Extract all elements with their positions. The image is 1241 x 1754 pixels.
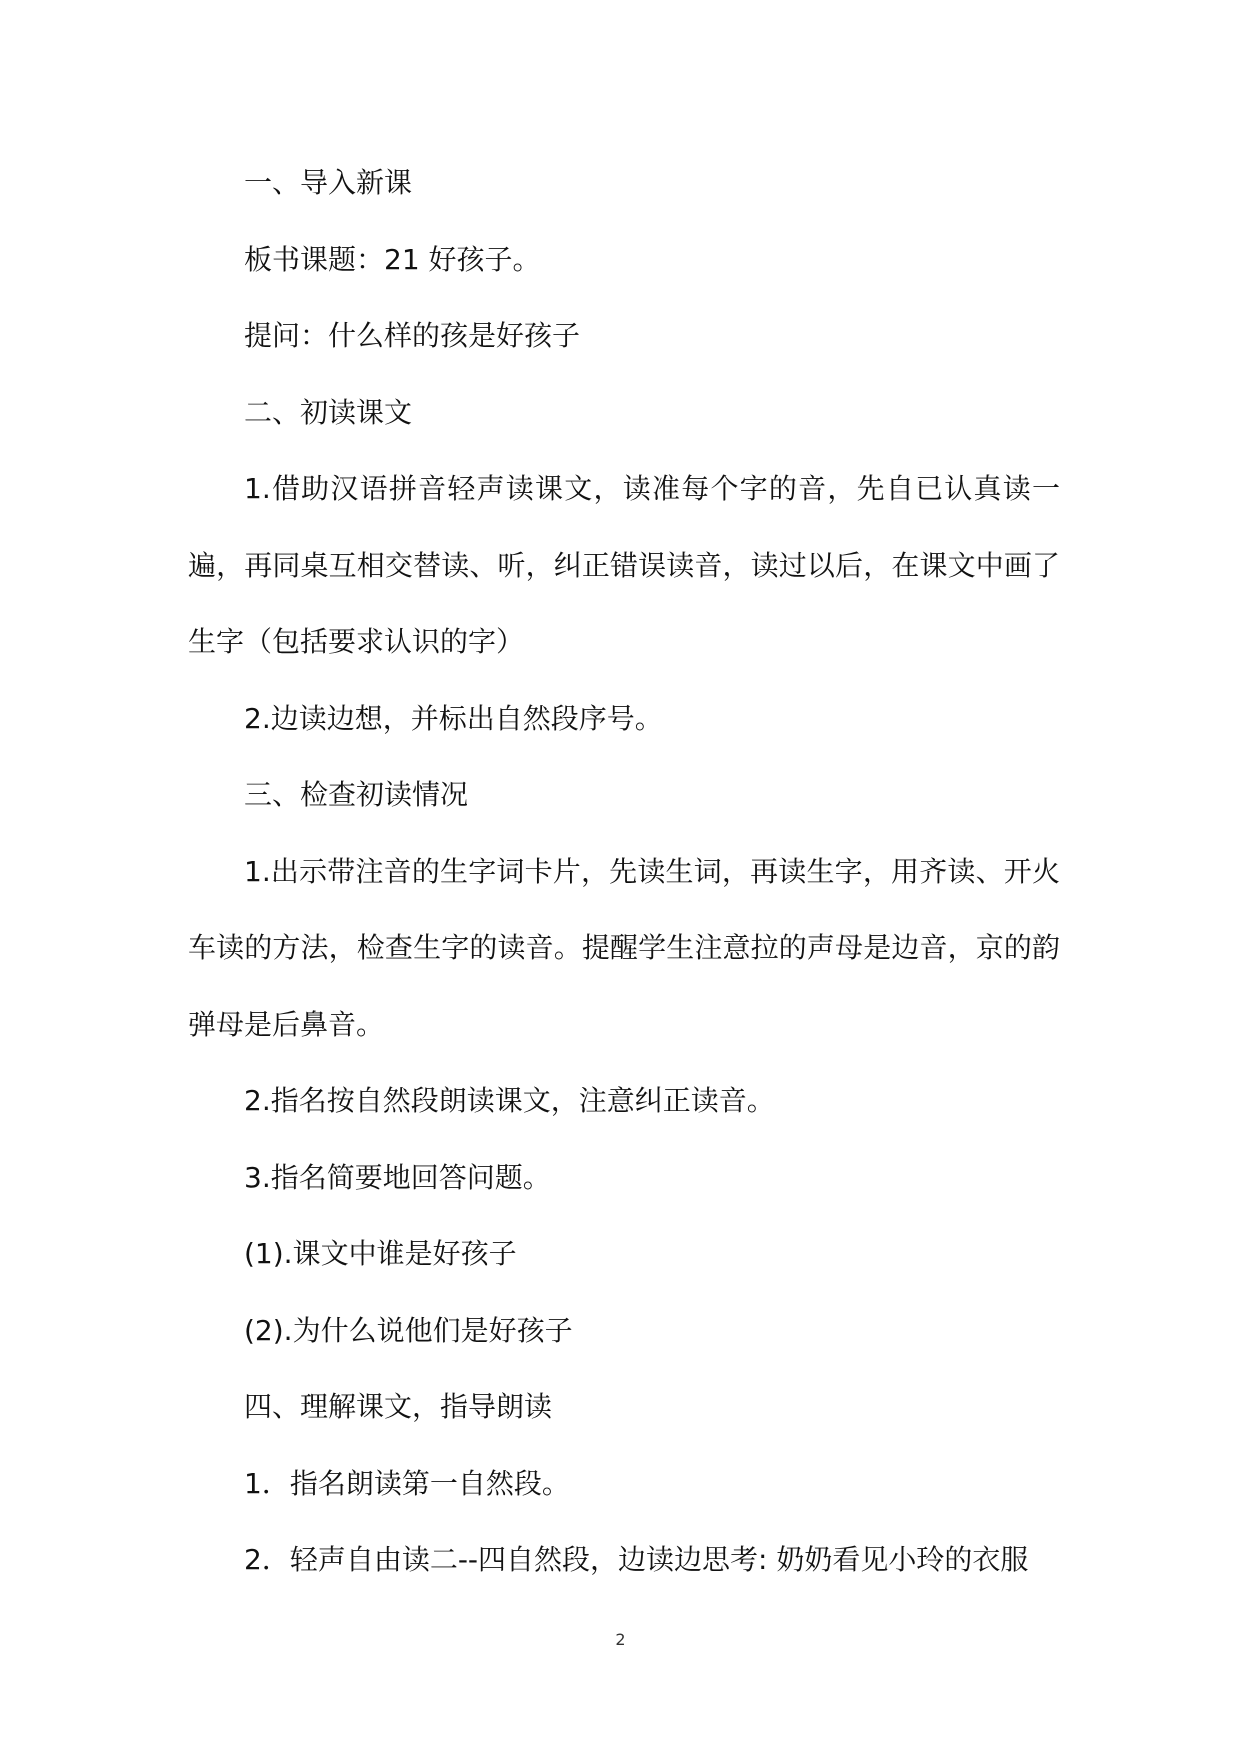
paragraph-reading-step-1: 1.借助汉语拼音轻声读课文，读准每个字的音，先自已认真读一遍，再同桌互相交替读、听，纠正错误读音，读过以后，在课文中画了生字（包括要求认识的字） bbox=[188, 472, 1060, 658]
paragraph-reading-step-2: 2.边读边想，并标出自然段序号。 bbox=[244, 701, 663, 735]
paragraph-understand-step-1: 1．指名朗读第一自然段。 bbox=[244, 1466, 570, 1500]
paragraph-check-step-1: 1.出示带注音的生字词卡片，先读生词，再读生字，用齐读、开火车读的方法，检查生字的读音。提醒学生注意拉的声母是边音，京的韵弹母是后鼻音。 bbox=[188, 854, 1060, 1041]
section-heading-first-reading: 二、初读课文 bbox=[244, 395, 413, 429]
section-heading-introduce-lesson: 一、导入新课 bbox=[244, 166, 413, 199]
paragraph-understand-step-2: 2．轻声自由读二--四自然段，边读边思考: 奶奶看见小玲的衣服 bbox=[244, 1543, 1029, 1576]
paragraph-check-step-2: 2.指名按自然段朗读课文，注意纠正读音。 bbox=[244, 1084, 775, 1117]
paragraph-question: 提问：什么样的孩是好孩子 bbox=[244, 319, 581, 352]
page-number: 2 bbox=[615, 1630, 626, 1649]
paragraph-question-2: (2).为什么说他们是好孩子 bbox=[244, 1313, 573, 1347]
section-heading-understand-text: 四、理解课文，指导朗读 bbox=[244, 1390, 553, 1423]
paragraph-question-1: (1).课文中谁是好孩子 bbox=[244, 1237, 517, 1270]
document-body bbox=[188, 145, 1060, 1599]
paragraph-board-title: 板书课题：21 好孩子。 bbox=[244, 242, 541, 276]
section-heading-check-reading: 三、检查初读情况 bbox=[244, 778, 469, 811]
paragraph-check-step-3: 3.指名简要地回答问题。 bbox=[244, 1160, 551, 1194]
